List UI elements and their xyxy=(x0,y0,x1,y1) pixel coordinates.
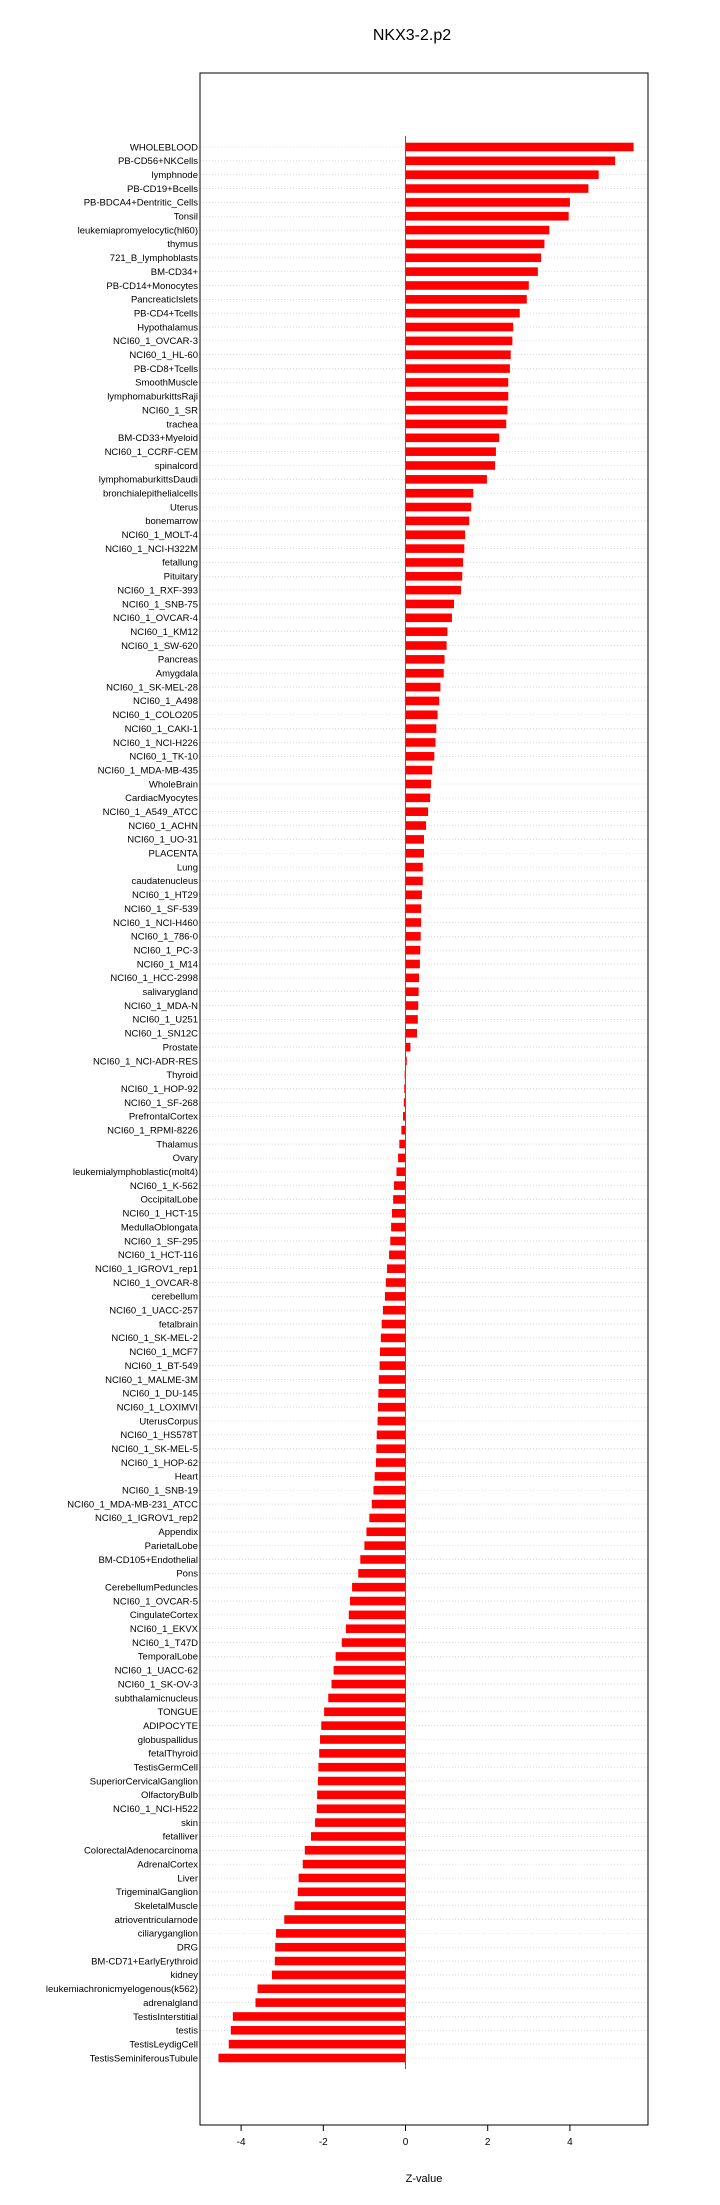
bar xyxy=(385,1292,406,1301)
bar xyxy=(406,184,589,193)
category-label: Tonsil xyxy=(173,211,198,223)
category-label: NCI60_1_MDA-MB-231_ATCC xyxy=(67,1499,198,1511)
bar xyxy=(372,1500,406,1509)
category-label: NCI60_1_SF-539 xyxy=(124,903,198,915)
category-label: AdrenalCortex xyxy=(137,1859,198,1871)
bar xyxy=(369,1514,405,1523)
bar xyxy=(376,1458,406,1467)
category-label: cerebellum xyxy=(151,1291,198,1303)
category-label: NCI60_1_MDA-N xyxy=(124,1000,198,1012)
x-tick-label: 2 xyxy=(484,2137,491,2148)
bar xyxy=(406,669,444,678)
bar xyxy=(275,1943,405,1952)
category-label: NCI60_1_IGROV1_rep2 xyxy=(95,1513,198,1525)
category-label: ColorectalAdenocarcinoma xyxy=(83,1845,198,1857)
category-label: fetallung xyxy=(162,557,198,569)
bar xyxy=(406,918,422,927)
bar xyxy=(378,1389,405,1398)
bar xyxy=(376,1444,405,1453)
category-label: fetalliver xyxy=(162,1831,198,1843)
bar xyxy=(352,1583,405,1592)
bar xyxy=(406,794,431,803)
bar xyxy=(406,406,508,415)
category-label: PB-CD56+NKCells xyxy=(118,156,198,168)
bar xyxy=(349,1611,406,1620)
bar xyxy=(382,1320,406,1329)
bar xyxy=(276,1929,405,1938)
category-label: NCI60_1_A549_ATCC xyxy=(102,806,198,818)
bar xyxy=(255,1998,405,2007)
category-label: BM-CD71+EarlyErythroid xyxy=(91,1956,198,1968)
category-label: leukemiapromyelocytic(hl60) xyxy=(77,225,198,237)
category-label: NCI60_1_BT-549 xyxy=(124,1360,198,1372)
bar xyxy=(366,1527,405,1536)
category-label: NCI60_1_T47D xyxy=(131,1637,198,1649)
bar xyxy=(406,558,464,567)
category-label: NCI60_1_SNB-19 xyxy=(121,1485,198,1497)
category-label: PB-CD8+Tcells xyxy=(133,363,198,375)
x-tick-label: 0 xyxy=(402,2137,409,2148)
category-label: NCI60_1_CCRF-CEM xyxy=(104,446,198,458)
bar xyxy=(406,904,422,913)
category-label: ParietalLobe xyxy=(144,1540,198,1552)
x-tick-label: -4 xyxy=(236,2137,246,2148)
category-label: bonemarrow xyxy=(145,516,198,528)
bar xyxy=(406,683,441,692)
bar xyxy=(406,143,634,152)
category-labels xyxy=(46,142,199,2064)
bar xyxy=(383,1306,406,1315)
category-label: lymphomaburkittsRaji xyxy=(107,391,198,403)
bar xyxy=(406,226,550,235)
category-label: trachea xyxy=(166,419,198,431)
bar xyxy=(332,1680,406,1689)
category-label: PancreaticIslets xyxy=(130,294,198,306)
category-label: OlfactoryBulb xyxy=(140,1790,198,1802)
category-label: NCI60_1_MOLT-4 xyxy=(121,530,198,542)
bar xyxy=(399,1140,405,1149)
category-label: Hypothalamus xyxy=(137,322,198,334)
bar xyxy=(380,1361,406,1370)
bar xyxy=(350,1597,405,1606)
bar xyxy=(406,544,465,553)
category-label: TrigeminalGanglion xyxy=(115,1887,198,1899)
bar xyxy=(386,1278,406,1287)
category-label: NCI60_1_HS578T xyxy=(120,1430,198,1442)
category-label: NCI60_1_HOP-62 xyxy=(120,1457,198,1469)
bar xyxy=(406,392,509,401)
bar xyxy=(406,253,542,262)
bar xyxy=(381,1334,406,1343)
category-label: salivarygland xyxy=(142,987,198,999)
category-label: Thyroid xyxy=(166,1070,198,1082)
bar xyxy=(406,337,513,346)
category-label: SmoothMuscle xyxy=(135,377,198,389)
bar xyxy=(305,1846,406,1855)
category-label: NCI60_1_HT29 xyxy=(131,890,198,902)
category-label: NCI60_1_SF-295 xyxy=(124,1236,198,1248)
bar xyxy=(406,586,461,595)
bar xyxy=(229,2040,406,2049)
category-label: NCI60_1_HL-60 xyxy=(129,350,198,362)
category-label: NCI60_1_CAKI-1 xyxy=(124,723,198,735)
category-label: BM-CD34+ xyxy=(150,266,198,278)
category-label: PrefrontalCortex xyxy=(128,1111,198,1123)
category-label: NCI60_1_OVCAR-8 xyxy=(112,1277,198,1289)
category-label: fetalThyroid xyxy=(148,1748,198,1760)
category-label: TONGUE xyxy=(157,1707,198,1719)
x-tick-label: 4 xyxy=(567,2137,573,2148)
bar xyxy=(272,1971,406,1980)
bar xyxy=(406,821,427,830)
category-label: NCI60_1_DU-145 xyxy=(122,1388,198,1400)
category-label: NCI60_1_HOP-92 xyxy=(120,1083,198,1095)
category-label: Prostate xyxy=(162,1042,198,1054)
bar xyxy=(406,807,429,816)
bar xyxy=(321,1721,405,1730)
bar xyxy=(406,447,496,456)
category-label: NCI60_1_SR xyxy=(142,405,198,417)
category-label: NCI60_1_MCF7 xyxy=(129,1347,198,1359)
category-label: NCI60_1_MALME-3M xyxy=(105,1374,198,1386)
bar xyxy=(275,1957,406,1966)
bar xyxy=(406,697,440,706)
category-label: BM-CD105+Endothelial xyxy=(98,1554,198,1566)
category-label: BM-CD33+Myeloid xyxy=(118,433,198,445)
category-label: NCI60_1_SN12C xyxy=(124,1028,198,1040)
category-label: SkeletalMuscle xyxy=(134,1900,198,1912)
category-label: spinalcord xyxy=(154,460,198,472)
category-label: NCI60_1_K-562 xyxy=(129,1180,198,1192)
category-label: subthalamicnucleus xyxy=(114,1693,198,1705)
category-label: Pancreas xyxy=(157,654,198,666)
bar xyxy=(406,572,463,581)
bar xyxy=(406,295,527,304)
category-label: MedullaOblongata xyxy=(120,1222,198,1234)
bar xyxy=(358,1569,405,1578)
bar xyxy=(406,627,448,636)
bar xyxy=(406,350,511,359)
bar xyxy=(406,780,431,789)
category-label: NCI60_1_NCI-H322M xyxy=(105,543,198,555)
bar xyxy=(379,1375,406,1384)
bar xyxy=(406,946,421,955)
bar xyxy=(284,1915,405,1924)
bar xyxy=(258,1984,406,1993)
bar xyxy=(387,1264,405,1273)
bar xyxy=(406,752,435,761)
bar xyxy=(406,434,500,443)
bar xyxy=(406,1015,418,1024)
category-label: NCI60_1_786-0 xyxy=(130,931,198,943)
bar xyxy=(328,1694,405,1703)
category-label: 721_B_lymphoblasts xyxy=(109,253,198,265)
bar xyxy=(396,1167,405,1176)
category-label: NCI60_1_TK-10 xyxy=(129,751,198,763)
category-label: kidney xyxy=(170,1970,198,1982)
bar xyxy=(406,614,452,623)
category-label: PB-BDCA4+Dentritic_Cells xyxy=(83,197,198,209)
bar xyxy=(406,766,433,775)
bar xyxy=(320,1735,405,1744)
bar xyxy=(406,309,520,318)
category-label: WholeBrain xyxy=(148,779,198,791)
bar xyxy=(406,281,529,290)
category-label: Pons xyxy=(176,1568,198,1580)
bar xyxy=(406,849,424,858)
category-label: NCI60_1_OVCAR-4 xyxy=(112,613,198,625)
x-axis xyxy=(237,2125,573,2148)
category-label: NCI60_1_SK-MEL-2 xyxy=(111,1333,198,1345)
bar xyxy=(398,1154,405,1163)
bar xyxy=(336,1652,406,1661)
category-label: TestisLeydigCell xyxy=(129,2039,198,2051)
bar xyxy=(406,240,545,249)
bar xyxy=(406,378,509,387)
bar xyxy=(342,1638,406,1647)
category-label: NCI60_1_OVCAR-5 xyxy=(112,1596,198,1608)
bar xyxy=(406,475,487,484)
category-label: lymphnode xyxy=(151,169,198,181)
bar xyxy=(406,489,474,498)
category-label: NCI60_1_SW-620 xyxy=(121,640,198,652)
category-label: NCI60_1_LOXIMVI xyxy=(116,1402,198,1414)
bar xyxy=(389,1251,405,1260)
category-label: PB-CD19+Bcells xyxy=(126,183,198,195)
bar xyxy=(406,323,514,332)
category-label: NCI60_1_NCI-H522 xyxy=(112,1804,198,1816)
category-label: TestisGermCell xyxy=(133,1762,198,1774)
category-label: bronchialepithelialcells xyxy=(102,488,198,500)
bar xyxy=(406,170,599,179)
category-label: NCI60_1_M14 xyxy=(136,959,198,971)
category-label: DRG xyxy=(176,1942,198,1954)
bar xyxy=(406,212,569,221)
category-label: NCI60_1_KM12 xyxy=(130,626,198,638)
category-label: Uterus xyxy=(170,502,198,514)
bar xyxy=(406,461,496,470)
category-label: NCI60_1_HCT-15 xyxy=(122,1208,198,1220)
category-label: NCI60_1_HCT-116 xyxy=(117,1250,198,1262)
bar xyxy=(406,600,454,609)
category-label: ciliaryganglion xyxy=(137,1928,198,1940)
bar xyxy=(401,1126,405,1135)
category-label: SuperiorCervicalGanglion xyxy=(89,1776,198,1788)
category-label: Thalamus xyxy=(156,1139,198,1151)
category-label: NCI60_1_SF-268 xyxy=(124,1097,198,1109)
bar xyxy=(406,877,423,886)
bar xyxy=(393,1195,405,1204)
bar xyxy=(406,835,424,844)
bar xyxy=(406,974,420,983)
bar xyxy=(406,932,421,941)
bar xyxy=(406,724,437,733)
bar xyxy=(324,1708,405,1717)
bar xyxy=(390,1237,405,1246)
bar xyxy=(406,890,422,899)
category-label: PB-CD14+Monocytes xyxy=(106,280,198,292)
bar xyxy=(299,1874,406,1883)
category-label: thymus xyxy=(167,239,198,251)
category-label: NCI60_1_ACHN xyxy=(128,820,198,832)
category-label: caudatenucleus xyxy=(131,876,198,888)
bar xyxy=(406,267,538,276)
category-label: globuspallidus xyxy=(137,1734,198,1746)
bar xyxy=(295,1901,406,1910)
category-label: WHOLEBLOOD xyxy=(129,142,198,154)
category-label: NCI60_1_UACC-257 xyxy=(109,1305,198,1317)
category-label: NCI60_1_SK-MEL-5 xyxy=(111,1443,198,1455)
bar xyxy=(406,863,423,872)
bar xyxy=(298,1888,406,1897)
category-label: PB-CD4+Tcells xyxy=(133,308,198,320)
category-label: NCI60_1_A498 xyxy=(133,696,198,708)
category-label: Pituitary xyxy=(163,571,198,583)
bar xyxy=(319,1749,405,1758)
bar xyxy=(406,364,510,373)
category-label: testis xyxy=(175,2025,198,2037)
category-label: skin xyxy=(181,1817,198,1829)
category-label: leukemialymphoblastic(molt4) xyxy=(72,1167,198,1179)
category-label: TestisInterstitial xyxy=(133,2011,198,2023)
bar xyxy=(346,1624,406,1633)
category-label: leukemiachronicmyelogenous(k562) xyxy=(45,1984,198,1996)
category-label: NCI60_1_MDA-MB-435 xyxy=(97,765,198,777)
bar xyxy=(317,1791,405,1800)
bar xyxy=(231,2026,406,2035)
category-label: NCI60_1_RXF-393 xyxy=(117,585,198,597)
category-label: UterusCorpus xyxy=(139,1416,198,1428)
category-label: NCI60_1_OVCAR-3 xyxy=(112,336,198,348)
category-label: NCI60_1_IGROV1_rep1 xyxy=(95,1263,198,1275)
category-label: Ovary xyxy=(172,1153,198,1165)
chart-title: NKX3-2.p2 xyxy=(372,27,452,44)
bar xyxy=(317,1804,406,1813)
bar xyxy=(406,1001,419,1010)
bar xyxy=(233,2012,406,2021)
bar xyxy=(406,157,616,166)
bar xyxy=(380,1347,405,1356)
x-tick-label: -2 xyxy=(318,2137,328,2148)
category-label: CingulateCortex xyxy=(129,1610,198,1622)
category-label: NCI60_1_SK-MEL-28 xyxy=(106,682,198,694)
x-axis-label: Z-value xyxy=(405,2173,443,2185)
category-label: NCI60_1_U251 xyxy=(132,1014,198,1026)
category-label: NCI60_1_NCI-H226 xyxy=(112,737,198,749)
category-label: NCI60_1_PC-3 xyxy=(133,945,198,957)
bar xyxy=(378,1403,406,1412)
bar xyxy=(334,1666,406,1675)
bar xyxy=(406,710,438,719)
bar xyxy=(318,1763,405,1772)
category-label: Heart xyxy=(174,1471,198,1483)
bar xyxy=(311,1832,406,1841)
bars xyxy=(218,143,633,2063)
bar xyxy=(218,2054,405,2063)
bar xyxy=(315,1818,405,1827)
bar xyxy=(406,1043,411,1052)
category-label: NCI60_1_UO-31 xyxy=(127,834,198,846)
category-label: NCI60_1_SK-OV-3 xyxy=(117,1679,198,1691)
category-label: PLACENTA xyxy=(148,848,198,860)
bar xyxy=(394,1181,406,1190)
category-label: lymphomaburkittsDaudi xyxy=(98,474,198,486)
bar xyxy=(406,641,447,650)
category-label: NCI60_1_SNB-75 xyxy=(121,599,198,611)
bar xyxy=(318,1777,406,1786)
category-label: adrenalgland xyxy=(143,1997,198,2009)
category-label: NCI60_1_NCI-ADR-RES xyxy=(92,1056,198,1068)
bar xyxy=(377,1431,406,1440)
bar xyxy=(406,530,466,539)
bar xyxy=(303,1860,406,1869)
category-label: Amygdala xyxy=(155,668,198,680)
bar xyxy=(373,1486,405,1495)
bar xyxy=(391,1223,405,1232)
category-label: TestisSeminiferousTubule xyxy=(89,2053,198,2065)
category-label: NCI60_1_COLO205 xyxy=(112,710,198,722)
bar xyxy=(360,1555,405,1564)
category-label: CerebellumPeduncles xyxy=(105,1582,198,1594)
category-label: NCI60_1_UACC-62 xyxy=(114,1665,198,1677)
category-label: NCI60_1_EKVX xyxy=(129,1624,198,1636)
category-label: Lung xyxy=(176,862,198,874)
bar xyxy=(406,198,570,207)
category-label: NCI60_1_NCI-H460 xyxy=(112,917,198,929)
bar xyxy=(406,987,419,996)
bar xyxy=(406,517,470,526)
bar xyxy=(406,738,436,747)
bar xyxy=(392,1209,406,1218)
bar xyxy=(406,503,472,512)
category-label: Appendix xyxy=(158,1527,198,1539)
category-label: NCI60_1_RPMI-8226 xyxy=(107,1125,198,1137)
category-label: fetalbrain xyxy=(158,1319,198,1331)
bar xyxy=(406,1029,418,1038)
bar xyxy=(378,1417,406,1426)
bar xyxy=(406,960,420,969)
category-label: ADIPOCYTE xyxy=(143,1720,198,1732)
category-label: Liver xyxy=(177,1873,198,1885)
bar xyxy=(375,1472,406,1481)
category-label: TemporalLobe xyxy=(137,1651,198,1663)
bar xyxy=(406,420,507,429)
bar xyxy=(406,655,445,664)
bar xyxy=(364,1541,405,1550)
category-label: OccipitalLobe xyxy=(140,1194,198,1206)
category-label: atrioventricularnode xyxy=(114,1914,198,1926)
category-label: CardiacMyocytes xyxy=(125,793,198,805)
category-label: NCI60_1_HCC-2998 xyxy=(110,973,198,985)
